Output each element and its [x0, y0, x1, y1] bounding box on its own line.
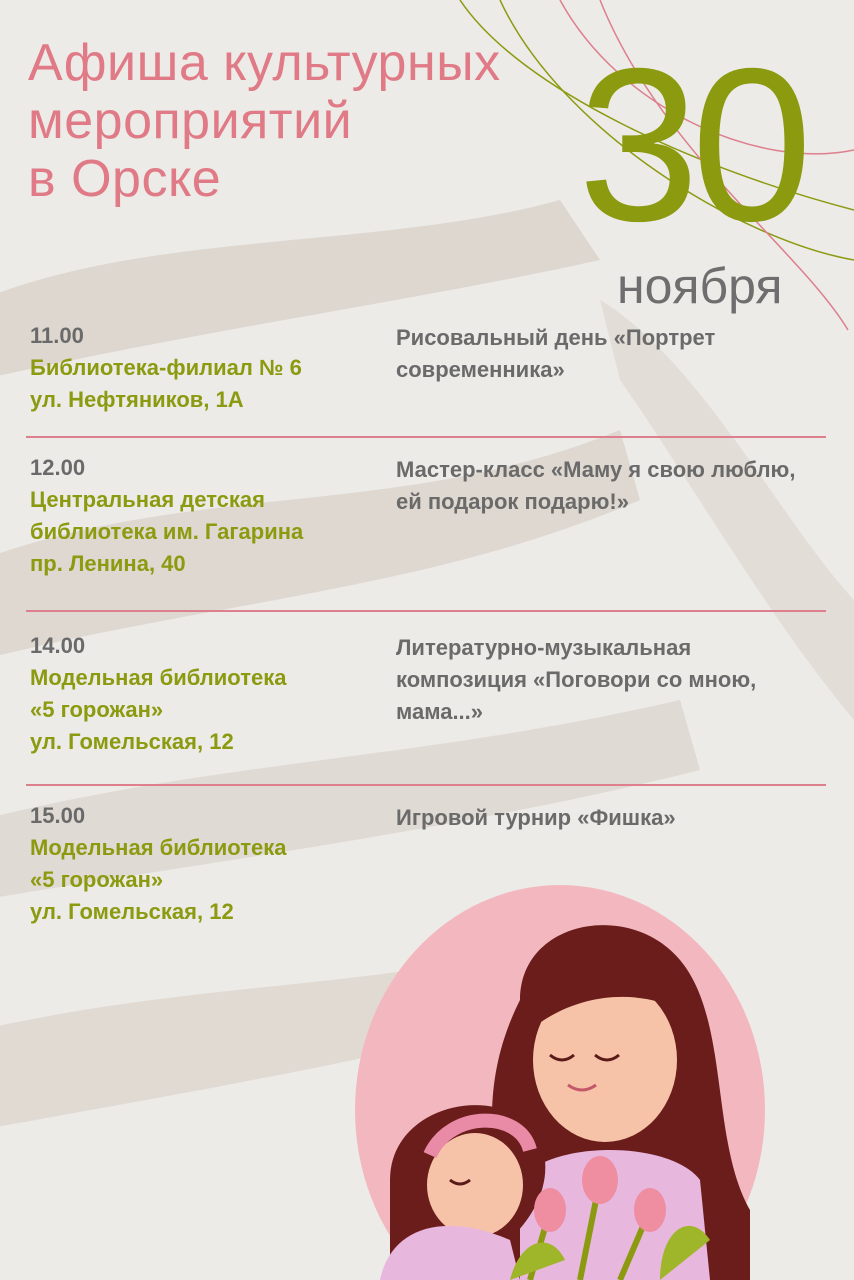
event-time: 12.00	[30, 455, 86, 480]
event-row	[26, 320, 826, 438]
event-place-line: Модельная библиотека	[30, 835, 287, 860]
event-place-line: «5 горожан»	[30, 867, 164, 892]
event-time: 11.00	[30, 323, 84, 348]
event-place-line: «5 горожан»	[30, 697, 164, 722]
title-line: в Орске	[28, 150, 222, 208]
event-place-line: Библиотека-филиал № 6	[30, 355, 302, 380]
event-row	[26, 612, 826, 786]
event-place-line: ул. Нефтяников, 1А	[30, 387, 244, 412]
event-location-block	[26, 452, 396, 610]
event-description: Игровой турнир «Фишка»	[396, 805, 676, 830]
event-location-block	[26, 630, 396, 784]
date-month: ноября	[617, 258, 783, 314]
event-place	[30, 352, 396, 416]
event-location-block	[26, 320, 396, 436]
page-title	[28, 34, 568, 208]
event-time: 15.00	[30, 803, 86, 828]
event-location-block	[26, 800, 396, 940]
event-description: Литературно-музыкальная композиция «Поговори со мною, мама...»	[396, 635, 757, 724]
event-place-line: пр. Ленина, 40	[30, 551, 186, 576]
event-place	[30, 484, 396, 580]
event-place-line: ул. Гомельская, 12	[30, 729, 234, 754]
event-time: 14.00	[30, 633, 86, 658]
date-day: 30	[578, 24, 805, 267]
event-place	[30, 832, 396, 928]
event-place-line: Центральная детская	[30, 487, 265, 512]
event-place-line: библиотека им. Гагарина	[30, 519, 304, 544]
mother-daughter-illustration	[350, 880, 790, 1280]
event-place-line: Модельная библиотека	[30, 665, 287, 690]
event-description: Рисовальный день «Портрет современника»	[396, 325, 716, 382]
event-description: Мастер-класс «Маму я свою люблю, ей подарок подарю!»	[396, 457, 796, 514]
title-line: мероприятий	[28, 92, 353, 150]
event-place-line: ул. Гомельская, 12	[30, 899, 234, 924]
event-row	[26, 438, 826, 612]
events-list	[26, 320, 826, 940]
title-line: Афиша культурных	[28, 34, 501, 92]
event-place	[30, 662, 396, 758]
